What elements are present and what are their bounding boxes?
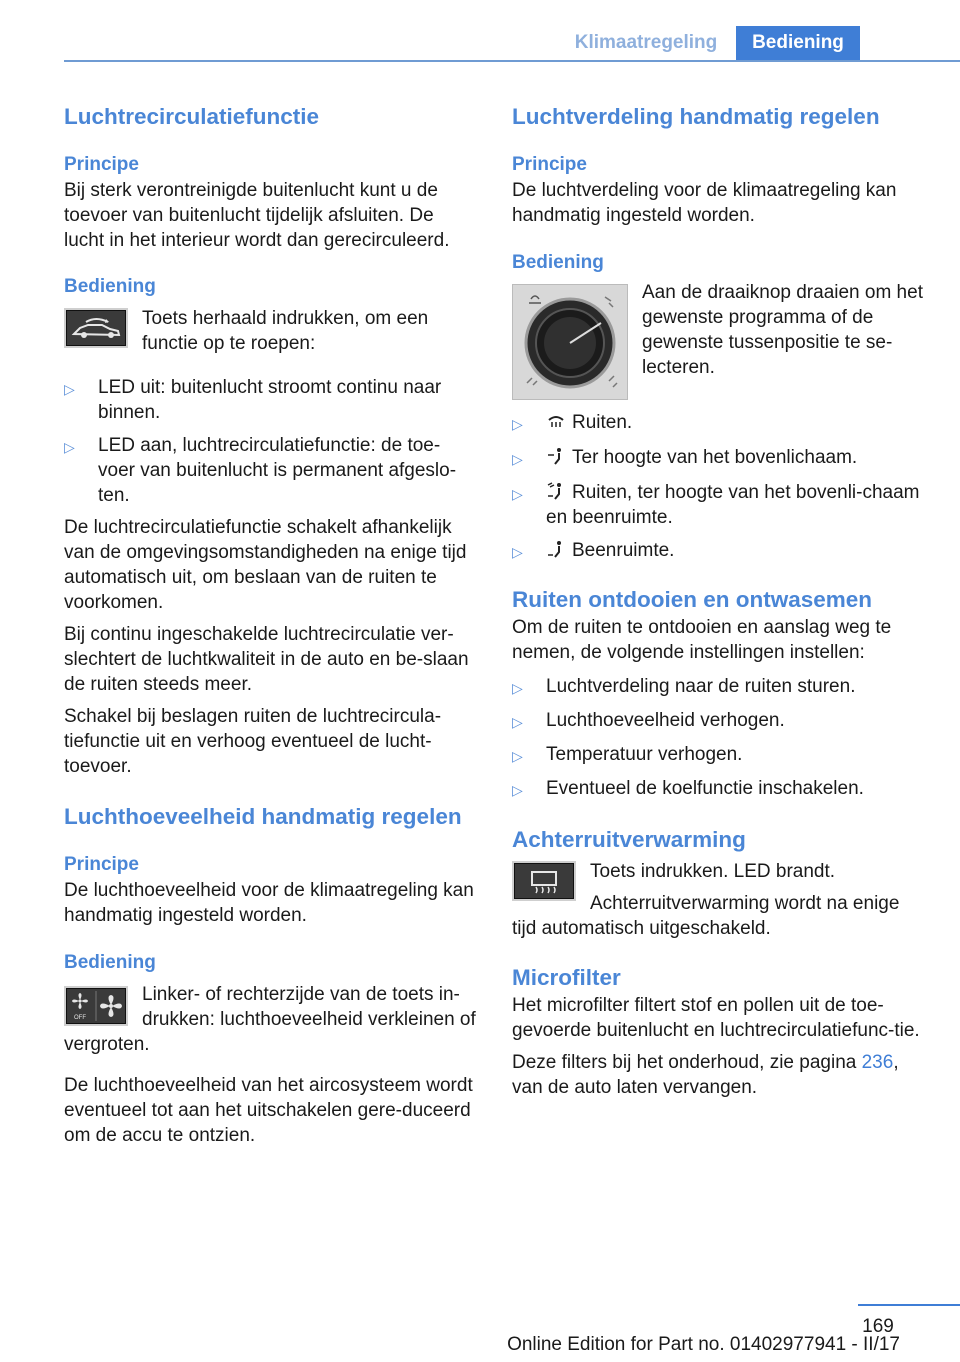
section-title-ruiten-ontdooien: Ruiten ontdooien en ontwasemen xyxy=(512,587,873,612)
triangle-bullet-icon: ▷ xyxy=(512,714,523,730)
fan-instruction xyxy=(64,982,476,1057)
triangle-bullet-icon: ▷ xyxy=(512,486,523,502)
knob-instruction xyxy=(512,282,924,400)
page-header xyxy=(0,0,960,62)
edition-footer: Online Edition for Part no. 01402977941 - II/17 xyxy=(507,1334,900,1355)
off-label: OFF xyxy=(74,1015,86,1021)
list-item: ▷ Ruiten. xyxy=(512,410,924,437)
section-title-luchtverdeling: Luchtverdeling handmatig regelen xyxy=(512,104,880,129)
list-item: ▷ LED uit: buitenlucht stroomt continu naar binnen. xyxy=(64,377,442,423)
rear-defrost-instruction xyxy=(512,859,924,941)
triangle-bullet-icon: ▷ xyxy=(64,381,75,397)
paragraph: Het microfilter filtert stof en pollen uit de toe-gevoerde buitenlucht en luchtrecirculatiefunc-tie. xyxy=(512,995,920,1041)
paragraph: Om de ruiten te ontdooien en aanslag weg te nemen, de volgende instellingen instellen: xyxy=(512,617,892,663)
paragraph: Deze filters bij het onderhoud, zie pagina 236, van de auto laten vervangen. xyxy=(512,1052,899,1098)
section-title-luchthoeveelheid: Luchthoeveelheid handmatig regelen xyxy=(64,804,462,829)
paragraph: Bij continu ingeschakelde luchtrecirculatie ver-slechtert de luchtkwaliteit in de auto en be-slaan de ruiten steeds meer. xyxy=(64,624,469,695)
footer-rule xyxy=(858,1304,960,1306)
windshield-icon xyxy=(546,412,566,430)
triangle-bullet-icon: ▷ xyxy=(64,439,75,455)
tab-bediening[interactable]: Bediening xyxy=(736,26,860,60)
section-title-luchtrecirculatie: Luchtrecirculatiefunctie xyxy=(64,104,320,129)
paragraph: De luchthoeveelheid van het aircosysteem wordt eventueel tot aan het uitschakelen gere-duceerd om de accu te ontzien. xyxy=(64,1075,473,1146)
paragraph: De luchtverdeling voor de klimaatregeling kan handmatig ingesteld worden. xyxy=(512,180,897,226)
paragraph: De luchtrecirculatiefunctie schakelt afhankelijk van de omgevingsomstandigheden na enige tijd automatisch uit, om beslaan van de ruiten te voorkomen. xyxy=(64,517,467,613)
subheading-principe: Principe xyxy=(512,154,587,175)
list-item: ▷ Eventueel de koelfunctie inschakelen. xyxy=(512,776,924,803)
triangle-bullet-icon: ▷ xyxy=(512,680,523,696)
paragraph: Linker- of rechterzijde van de toets in-drukken: luchthoeveelheid verkleinen of vergroten. xyxy=(64,984,476,1055)
rear-window-defrost-icon xyxy=(512,861,576,901)
triangle-bullet-icon: ▷ xyxy=(512,416,523,432)
page-number: 169 xyxy=(862,1316,894,1337)
paragraph: De luchthoeveelheid voor de klimaatregeling kan handmatig ingesteld worden. xyxy=(64,880,474,926)
car-recirculation-icon xyxy=(64,308,128,348)
list-item: ▷ Ter hoogte van het bovenlichaam. xyxy=(512,445,924,472)
triangle-bullet-icon: ▷ xyxy=(512,782,523,798)
page-link-236[interactable]: 236 xyxy=(861,1052,894,1073)
subheading-principe: Principe xyxy=(64,854,139,875)
triangle-bullet-icon: ▷ xyxy=(512,544,523,560)
list-item: ▷ Ruiten, ter hoogte van het bovenli-chaam en beenruimte. xyxy=(512,482,920,528)
left-column xyxy=(64,96,476,1148)
recirc-instruction xyxy=(64,306,476,356)
footwell-air-icon xyxy=(546,540,566,558)
paragraph: Toets herhaald indrukken, om een functie op te roepen: xyxy=(142,308,429,354)
fan-speed-icon xyxy=(64,986,128,1026)
list-item: ▷ Beenruimte. xyxy=(512,538,924,565)
list-item: ▷ LED aan, luchtrecirculatiefunctie: de toe-voer van buitenlucht is permanent afgeslo-ten. xyxy=(64,435,457,506)
triangle-bullet-icon: ▷ xyxy=(512,748,523,764)
paragraph: Aan de draaiknop draaien om het gewenste programma of de gewenste tussenpositie te se-lecteren. xyxy=(642,282,923,378)
paragraph: Achterruitverwarming wordt na enige tijd automatisch uitgeschakeld. xyxy=(512,893,900,939)
list-item: ▷ Luchtverdeling naar de ruiten sturen. xyxy=(512,674,924,701)
paragraph: Bij sterk verontreinigde buitenlucht kunt u de toevoer van buitenlucht tijdelijk afsluiten. De lucht in het interieur wordt dan gerecirculeerd. xyxy=(64,180,450,251)
windshield-body-feet-icon xyxy=(546,482,566,500)
triangle-bullet-icon: ▷ xyxy=(512,451,523,467)
subheading-bediening: Bediening xyxy=(64,276,156,297)
section-title-microfilter: Microfilter xyxy=(512,965,621,990)
right-column xyxy=(512,96,924,1100)
list-item: ▷ Temperatuur verhogen. xyxy=(512,742,924,769)
subheading-bediening: Bediening xyxy=(64,952,156,973)
tab-klimaatregeling[interactable]: Klimaatregeling xyxy=(574,32,718,53)
subheading-bediening: Bediening xyxy=(512,252,604,273)
section-title-achterruitverwarming: Achterruitverwarming xyxy=(512,827,746,852)
list-item: ▷ Luchthoeveelheid verhogen. xyxy=(512,708,924,735)
upper-body-air-icon xyxy=(546,447,566,465)
header-rule xyxy=(64,60,960,62)
subheading-principe: Principe xyxy=(64,154,139,175)
paragraph: Schakel bij beslagen ruiten de luchtrecircula-tiefunctie uit en verhoog eventueel de lucht-toevoer. xyxy=(64,706,442,777)
air-distribution-knob-icon xyxy=(512,284,628,400)
paragraph: Toets indrukken. LED brandt. xyxy=(590,861,836,882)
